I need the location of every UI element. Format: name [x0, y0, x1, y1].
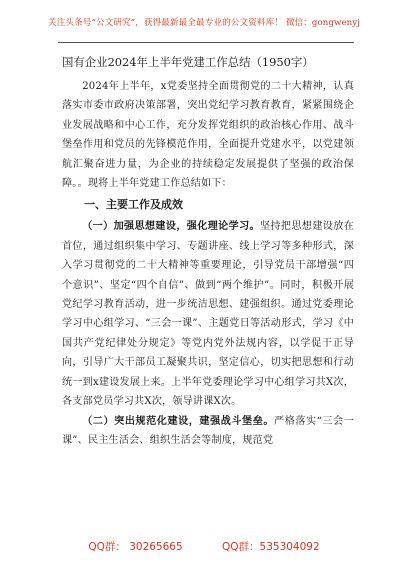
item-1-paragraph	[62, 217, 354, 411]
item-1-heading: （一）加强思想建设，强化理论学习。	[82, 221, 261, 233]
document-body	[62, 54, 354, 450]
footer-contacts	[0, 539, 408, 554]
qq-group-2: QQ群：535304092	[222, 541, 320, 553]
item-2-body: 严格落实“三会一课”、民主生活会、组织生活会等制度，规范党	[62, 415, 354, 446]
item-2-heading: （二）突出规范化建设，建强战斗堡垒。	[82, 415, 275, 427]
document-title: 国有企业2024年上半年党建工作总结（1950字）	[62, 55, 314, 69]
section-heading-main-work: 一、主要工作及成效	[84, 198, 183, 212]
header-divider	[58, 42, 354, 43]
item-1-body: 坚持把思想建设放在首位，通过组织集中学习、专题讲座、线上学习等多种形式，深入学习贯彻党的二十大精神等重要理论，引导党员干部增强“四个意识”、坚定“四个自信”、做到“两个维护”。同时，积极开展党纪学习教育活动，进一步统洁思想、建强组织。通过党委理论学习中心组学习、“三会一课”、主题党日等活动形式，学习《中国共产党纪律处分规定》等党内党外法规内容，以学促干正导向，引导广大干部员工凝聚共识，坚定信心，切实把思想和行动统一到x建设发展上来。上半年党委理论学习中心组学习共X次，各支部党员学习共X次，领导讲课X次。	[62, 221, 354, 408]
qq-group-1: QQ群： 30265665	[88, 541, 183, 553]
header-banner: 关注头条号“公文研究”，获得最新最全最专业的公文资料库！ 微信：gongwenyj	[47, 18, 361, 28]
item-2-paragraph	[62, 412, 354, 451]
intro-paragraph: 2024年上半年，x党委坚持全面贯彻党的二十大精神，认真落实市委市政府决策部署，突出党纪学习教育教育，紧紧围绕企业发展战略和中心工作，充分发挥党组织的政治核心作用、战斗堡垒作用和党员的先锋模范作用，全面提升党建水平，以党建领航汇聚奋进力量，为企业的持续稳定发展提供了坚强的政治保障。。现将上半年党建工作总结如下：	[62, 81, 354, 190]
